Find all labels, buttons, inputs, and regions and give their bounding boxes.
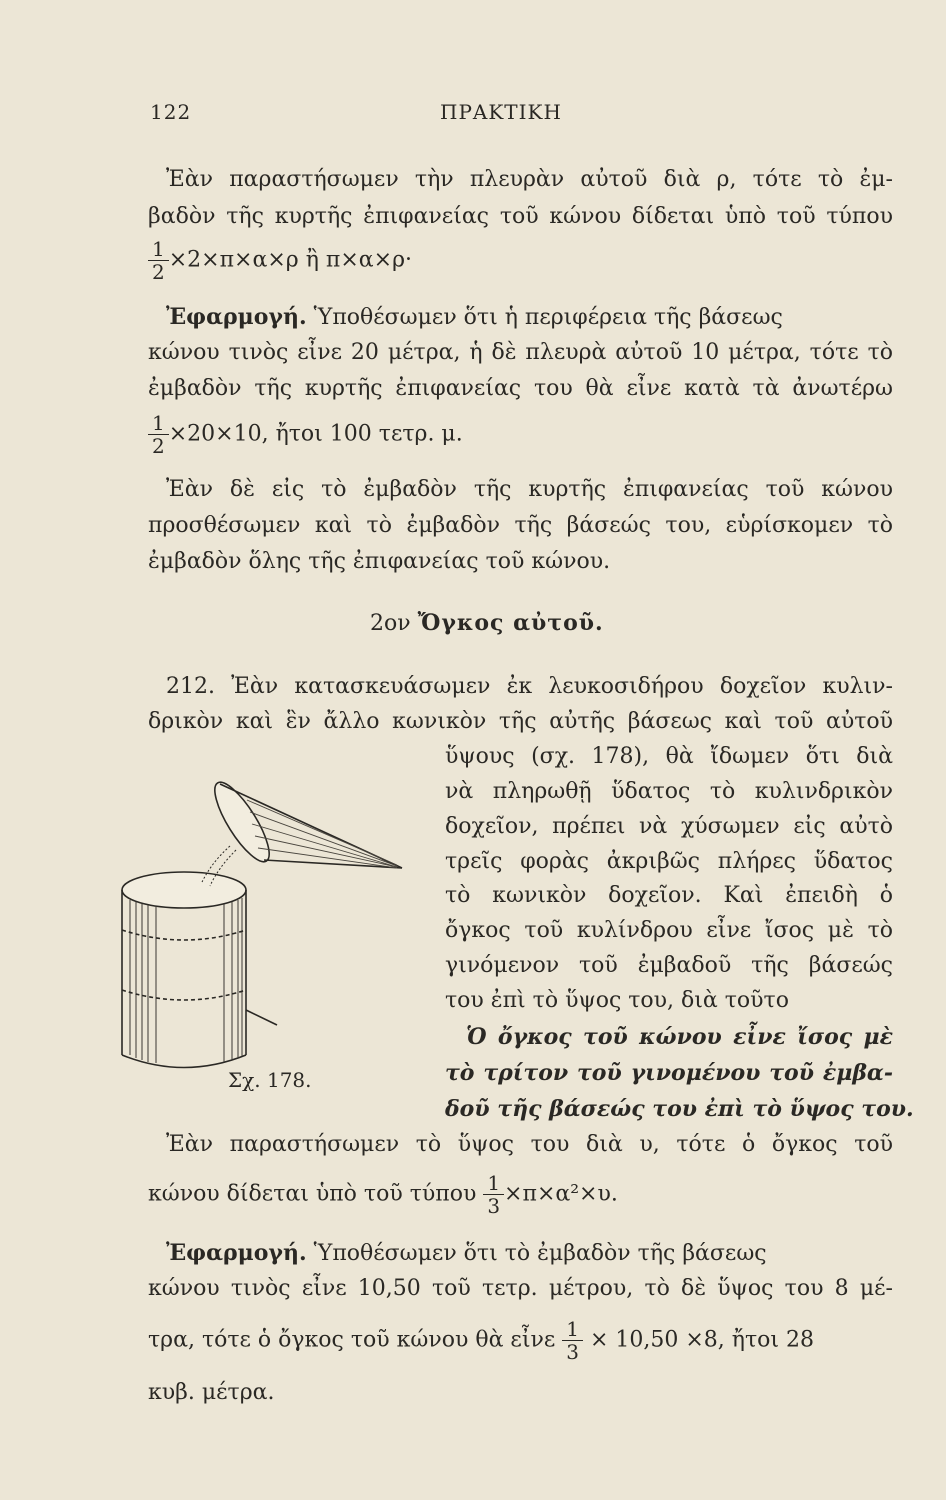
text-line: δοχεῖον, πρέπει νὰ χύσωμεν εἰς αὐτὸ (445, 814, 893, 839)
text-line: ὄγκος τοῦ κυλίνδρου εἶνε ἴσος μὲ τὸ (445, 918, 893, 943)
fraction-numerator: 1 (148, 412, 169, 435)
text-run: Ὑποθέσωμεν ὅτι ἡ περιφέρεια τῆς βάσεως (306, 305, 783, 330)
text-line: ἐμβαδὸν ὅλης τῆς ἐπιφανείας τοῦ κώνου. (148, 549, 611, 574)
formula-text: ×π×α²×υ. (504, 1181, 618, 1207)
text-line: 212. Ἐὰν κατασκευάσωμεν ἐκ λευκοσιδήρου δοχεῖον κυλιν- (166, 674, 893, 699)
text-line: κώνου τινὸς εἶνε 20 μέτρα, ἡ δὲ πλευρὰ αὐτοῦ 10 μέτρα, τότε τὸ (148, 340, 893, 365)
rule-line: δοῦ τῆς βάσεώς του ἐπὶ τὸ ὕψος του. (445, 1096, 914, 1122)
fraction (483, 1172, 504, 1217)
formula-text: ×2×π×α×ρ ἢ π×α×ρ· (168, 247, 412, 273)
text-line: ἐμβαδὸν τῆς κυρτῆς ἐπιφανείας του θὰ εἶνε κατὰ τὰ ἀνωτέρω (148, 376, 893, 401)
fraction-numerator: 1 (562, 1318, 583, 1341)
rule-line: τὸ τρίτον τοῦ γινομένου τοῦ ἐμβα- (445, 1060, 893, 1086)
text-line: Ἐὰν δὲ εἰς τὸ ἐμβαδὸν τῆς κυρτῆς ἐπιφανείας τοῦ κώνου (166, 477, 893, 502)
page-header (150, 100, 890, 130)
formula-line (148, 1318, 893, 1363)
rule-line: Ὁ ὄγκος τοῦ κώνου εἶνε ἴσος μὲ (466, 1024, 893, 1050)
text-line (166, 1238, 893, 1269)
application-label: Ἐφαρμογή. (166, 1240, 307, 1266)
fraction-numerator: 1 (148, 238, 169, 261)
text-line: δρικὸν καὶ ἓν ἄλλο κωνικὸν τῆς αὐτῆς βάσεως καὶ τοῦ αὐτοῦ (148, 709, 893, 734)
text-line: ὕψους (σχ. 178), θὰ ἴδωμεν ὅτι διὰ (445, 744, 893, 769)
section-heading (370, 610, 604, 636)
text-line: προσθέσωμεν καὶ τὸ ἐμβαδὸν τῆς βάσεώς του, εὑρίσκομεν τὸ (148, 513, 893, 538)
formula-text: × 10,50 ×8, ἤτοι 28 (582, 1327, 814, 1353)
formula-text: ×20×10, ἤτοι 100 τετρ. μ. (168, 421, 463, 447)
text-line (166, 302, 893, 333)
text-run: τρα, τότε ὁ ὄγκος τοῦ κώνου θὰ εἶνε (148, 1327, 563, 1353)
fraction-denominator: 2 (152, 434, 165, 458)
fraction-denominator: 2 (152, 260, 165, 284)
text-line: κώνου τινὸς εἶνε 10,50 τοῦ τετρ. μέτρου, τὸ δὲ ὕψος του 8 μέ- (148, 1276, 893, 1301)
fraction-numerator: 1 (483, 1172, 504, 1195)
application-label: Ἐφαρμογή. (166, 304, 307, 330)
text-line: του ἐπὶ τὸ ὕψος του, διὰ τοῦτο (445, 988, 789, 1013)
text-line: Ἐὰν παραστήσωμεν τὴν πλευρὰν αὐτοῦ διὰ ρ, τότε τὸ ἐμ- (166, 167, 893, 192)
text-line: τὸ κωνικὸν δοχεῖον. Καὶ ἐπειδὴ ὁ (445, 883, 893, 908)
fraction-denominator: 3 (487, 1194, 501, 1218)
fraction (148, 412, 169, 457)
cone-illustration (202, 776, 402, 886)
figure-caption: Σχ. 178. (228, 1068, 312, 1092)
text-line: νὰ πληρωθῇ ὕδατος τὸ κυλινδρικὸν (445, 779, 893, 804)
text-line: βαδὸν τῆς κυρτῆς ἐπιφανείας τοῦ κώνου δίδεται ὑπὸ τοῦ τύπου (148, 204, 893, 229)
section-title: Ὄγκος αὐτοῦ. (417, 610, 604, 636)
text-line: γινόμενον τοῦ ἐμβαδοῦ τῆς βάσεώς (445, 953, 893, 978)
text-run: κώνου δίδεται ὑπὸ τοῦ τύπου (148, 1181, 484, 1207)
text-line: κυβ. μέτρα. (148, 1380, 275, 1405)
text-line: Ἐὰν παραστήσωμεν τὸ ὕψος του διὰ υ, τότε ὁ ὄγκος τοῦ (166, 1132, 893, 1157)
page-number: 122 (150, 100, 192, 124)
cone-cylinder-figure (112, 750, 412, 1100)
formula-line (148, 238, 893, 283)
formula-line (148, 412, 893, 457)
text-run: Ὑποθέσωμεν ὅτι τὸ ἐμβαδὸν τῆς βάσεως (306, 1241, 767, 1266)
section-number: 2ον (370, 611, 418, 636)
running-title: ΠΡΑΚΤΙΚΗ (440, 100, 562, 124)
text-line: τρεῖς φορὰς ἀκριβῶς πλήρες ὕδατος (445, 849, 893, 874)
formula-line (148, 1172, 893, 1217)
fraction (148, 238, 169, 283)
cylinder-illustration (122, 872, 277, 1068)
fraction-denominator: 3 (566, 1340, 579, 1364)
fraction (562, 1318, 583, 1363)
